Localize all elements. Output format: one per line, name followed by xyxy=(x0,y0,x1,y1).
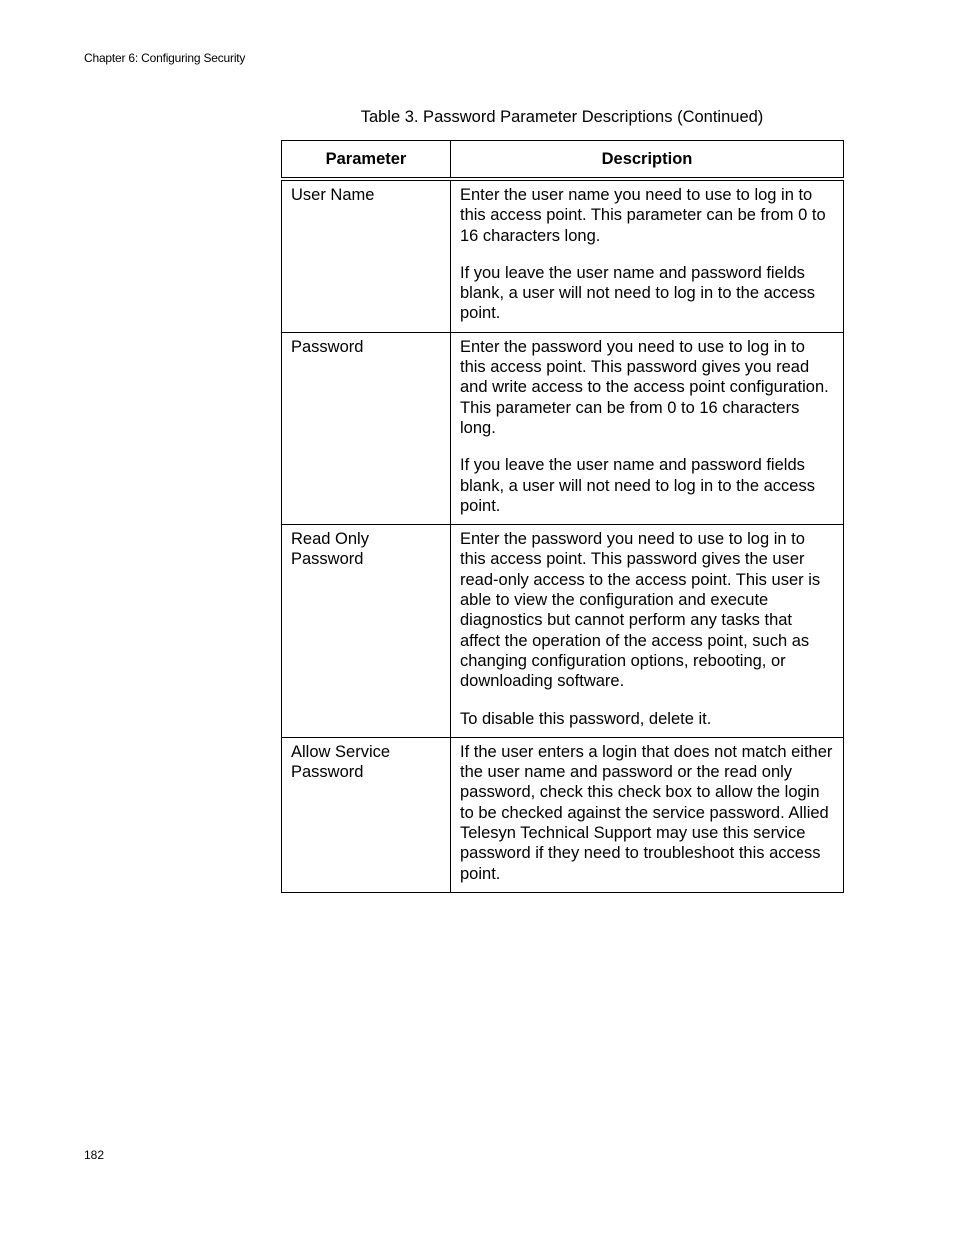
table-row xyxy=(282,332,844,524)
column-header-parameter: Parameter xyxy=(282,141,451,180)
description-cell xyxy=(451,332,844,524)
description-paragraph: Enter the user name you need to use to log in to this access point. This parameter can be from 0 to 16 characters long. xyxy=(460,186,826,245)
description-paragraph: If the user enters a login that does not match either the user name and password or the read only password, check this check box to allow the login to be checked against the service password. Allied Telesyn Technical Support may use this service password if they need to troubleshoot this access point. xyxy=(460,742,833,883)
description-cell xyxy=(451,525,844,738)
table-row xyxy=(282,525,844,738)
table-header-row xyxy=(282,141,844,180)
table-caption: Table 3. Password Parameter Descriptions (Continued) xyxy=(360,108,764,126)
parameter-cell xyxy=(282,737,451,892)
parameter-table xyxy=(281,140,844,893)
table-row xyxy=(282,737,844,892)
parameter-name: Password xyxy=(291,337,364,356)
parameter-cell xyxy=(282,179,451,332)
description-cell xyxy=(451,179,844,332)
parameter-name: Read Only xyxy=(291,530,369,549)
parameter-cell xyxy=(282,525,451,738)
description-paragraph: Enter the password you need to use to log in to this access point. This password gives you read and write access to the access point configuration. This parameter can be from 0 to 16 characters long. xyxy=(460,337,829,437)
description-paragraph: Enter the password you need to use to log in to this access point. This password gives the user read-only access to the access point. This user is able to view the configuration and execute diagnostics but cannot perform any tasks that affect the operation of the access point, such as changing configuration options, rebooting, or downloading software. xyxy=(460,530,821,691)
description-cell xyxy=(451,737,844,892)
description-paragraph: If you leave the user name and password fields blank, a user will not need to log in to the access point. xyxy=(460,456,815,515)
parameter-name: Password xyxy=(291,550,364,569)
description-paragraph: To disable this password, delete it. xyxy=(460,709,712,728)
parameter-name: User Name xyxy=(291,186,375,204)
parameter-name: Password xyxy=(291,763,364,782)
column-header-description: Description xyxy=(451,141,844,180)
description-paragraph: If you leave the user name and password fields blank, a user will not need to log in to the access point. xyxy=(460,263,815,323)
table-row xyxy=(282,179,844,332)
running-header: Chapter 6: Configuring Security xyxy=(84,51,246,65)
page-number: 182 xyxy=(84,1148,105,1162)
parameter-cell xyxy=(282,332,451,524)
parameter-name: Allow Service xyxy=(291,742,391,761)
